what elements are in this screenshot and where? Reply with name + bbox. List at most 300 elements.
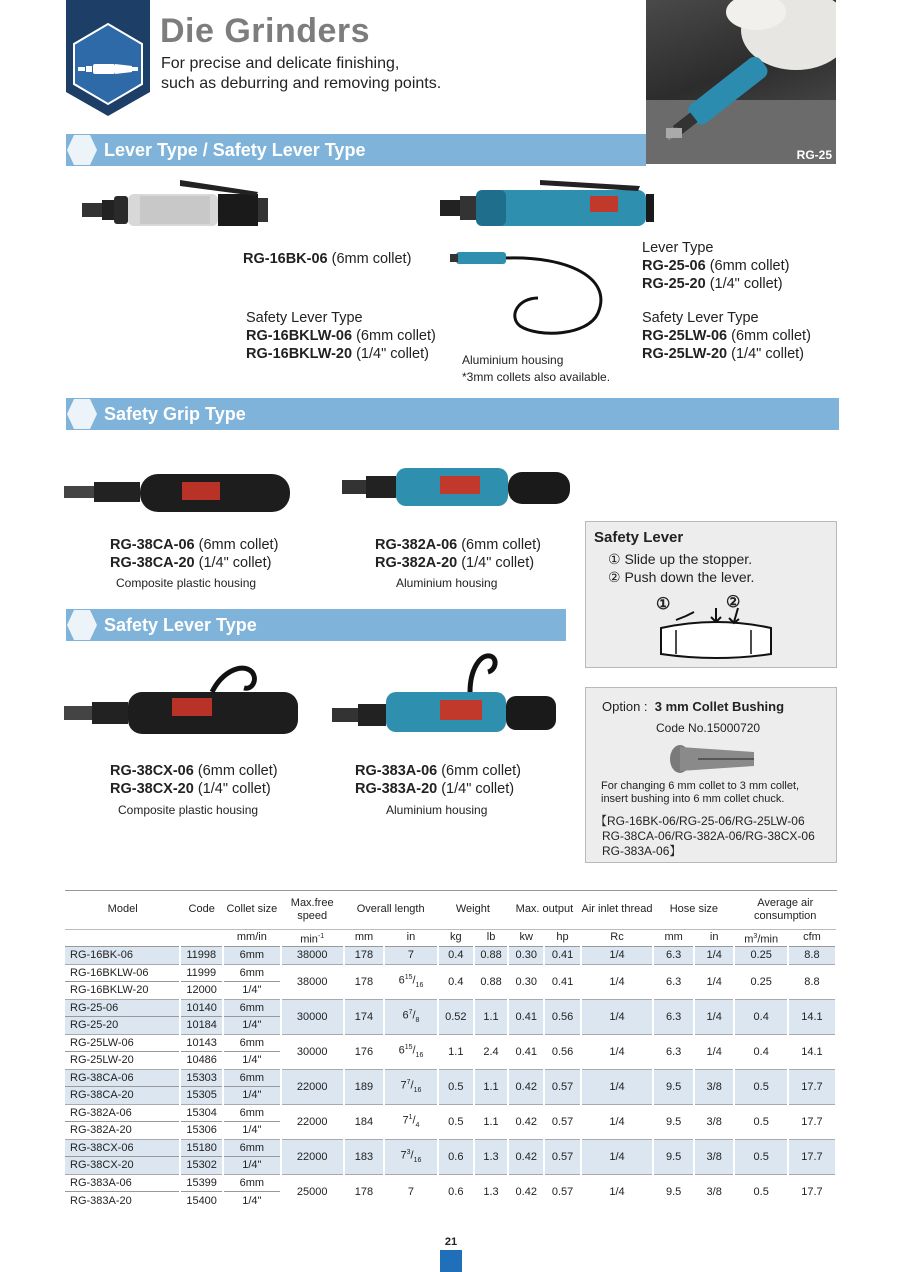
unit-collet: mm/in	[236, 931, 267, 944]
model-name: RG-25-06	[642, 258, 706, 274]
weight-lb-cell: 1.3	[474, 1174, 508, 1209]
length-in-numerator: 7	[408, 1009, 413, 1017]
speed-cell: 22000	[281, 1139, 344, 1174]
collet-cell: 6mm	[223, 1034, 281, 1052]
length-in-cell	[384, 999, 437, 1034]
collet-spec: (1/4" collet)	[705, 276, 783, 292]
output-kw-cell: 0.42	[508, 1139, 544, 1174]
model-cell: RG-38CA-06	[65, 1069, 180, 1087]
unit-blank	[180, 929, 223, 947]
table-row	[65, 1139, 836, 1157]
weight-kg-cell: 0.4	[438, 964, 474, 999]
code-cell: 10486	[180, 1052, 223, 1070]
col-code: Code	[188, 903, 215, 916]
unit-kg: kg	[449, 931, 462, 944]
rg-16bk-label	[243, 250, 411, 268]
hose-mm-cell: 9.5	[653, 1069, 694, 1104]
model-name: RG-16BKLW-20	[246, 346, 353, 362]
code-cell: 15306	[180, 1122, 223, 1140]
speed-cell: 38000	[281, 947, 344, 965]
air-inlet-cell: 1/4	[581, 964, 654, 999]
rg-382a-housing: Aluminium housing	[396, 576, 498, 590]
option-name: 3 mm Collet Bushing	[654, 699, 785, 714]
unit-m3-exp: 3	[753, 932, 758, 940]
code-cell: 15302	[180, 1157, 223, 1175]
model-name: RG-38CX-20	[110, 781, 194, 797]
type-heading: Safety Lever Type	[246, 310, 363, 326]
weight-kg-cell: 0.6	[438, 1139, 474, 1174]
col-hose: Hose size	[669, 903, 719, 916]
col-output: Max. output	[515, 903, 574, 916]
length-mm-cell: 176	[344, 1034, 385, 1069]
fraction-slash: /	[412, 1009, 416, 1022]
length-in-numerator: 7	[406, 1079, 411, 1087]
model-cell: RG-16BK-06	[65, 947, 180, 965]
rg-382a-image	[340, 462, 576, 517]
section-title: Safety Lever Type	[104, 615, 257, 635]
consumption-m3-cell: 0.5	[734, 1104, 787, 1139]
collet-spec: (6mm collet)	[727, 328, 811, 344]
type-heading: Lever Type	[642, 240, 714, 256]
collet-cell: 1/4"	[223, 1052, 281, 1070]
col-consumption: Average air consumption	[754, 896, 817, 922]
code-cell: 12000	[180, 982, 223, 1000]
desc-line-2: insert bushing into 6 mm collet chuck.	[601, 792, 785, 805]
consumption-cfm-cell: 17.7	[788, 1069, 836, 1104]
length-in-whole: 6	[402, 1009, 409, 1022]
consumption-m3-cell: 0.25	[734, 947, 787, 965]
length-in-denominator: 8	[415, 1017, 420, 1025]
fraction-slash: /	[410, 1149, 414, 1162]
length-mm-cell: 178	[344, 947, 385, 965]
collet-spec: (1/4" collet)	[437, 781, 515, 797]
model-cell: RG-25-20	[65, 1017, 180, 1035]
model-cell: RG-25LW-06	[65, 1034, 180, 1052]
length-in-cell	[384, 947, 437, 965]
consumption-cfm-cell: 17.7	[788, 1174, 836, 1209]
weight-lb-cell: 1.1	[474, 1069, 508, 1104]
unit-hose-in: in	[709, 931, 719, 944]
output-kw-cell: 0.42	[508, 1069, 544, 1104]
model-name: RG-383A-20	[355, 781, 438, 797]
collet-spec: (6mm collet)	[194, 537, 279, 553]
weight-lb-cell: 2.4	[474, 1034, 508, 1069]
output-kw-cell: 0.30	[508, 964, 544, 999]
consumption-m3-cell: 0.25	[734, 964, 787, 999]
model-cell: RG-382A-06	[65, 1104, 180, 1122]
fraction-slash: /	[412, 1044, 416, 1057]
length-in-denominator: 16	[415, 1052, 424, 1060]
length-in-whole: 6	[398, 1044, 405, 1057]
unit-cfm: cfm	[803, 931, 821, 944]
fraction-slash: /	[412, 974, 416, 987]
length-in-denominator: 16	[413, 1157, 422, 1165]
rg-38cx-housing: Composite plastic housing	[118, 803, 259, 817]
speed-cell: 25000	[281, 1174, 344, 1209]
length-in-denominator: 16	[415, 982, 424, 990]
rg-16bk-image	[80, 178, 290, 241]
weight-lb-cell: 1.3	[474, 1139, 508, 1174]
fraction-slash: /	[412, 1114, 416, 1127]
length-in-cell	[384, 1104, 437, 1139]
unit-speed-base: min	[300, 933, 318, 946]
desc-line-1: For changing 6 mm collet to 3 mm collet,	[601, 780, 800, 792]
option-code: Code No.15000720	[656, 721, 761, 735]
hose-in-cell: 3/8	[694, 1104, 735, 1139]
rg-38ca-labels	[110, 536, 278, 572]
unit-m3-base: m	[744, 933, 754, 946]
length-in-whole: 7	[407, 949, 415, 962]
code-cell: 11998	[180, 947, 223, 965]
length-in-denominator: 4	[415, 1122, 420, 1130]
models-line-1: 【RG-16BK-06/RG-25-06/RG-25LW-06	[595, 814, 805, 828]
weight-lb-cell: 0.88	[474, 947, 508, 965]
weight-kg-cell: 0.52	[438, 999, 474, 1034]
collet-cell: 1/4"	[223, 1017, 281, 1035]
collet-spec: (6mm collet)	[327, 251, 412, 267]
models-line-3: RG-383A-06】	[602, 844, 682, 858]
collet-bushing-image	[668, 742, 758, 776]
output-kw-cell: 0.41	[508, 999, 544, 1034]
air-inlet-cell: 1/4	[581, 1104, 654, 1139]
length-mm-cell: 184	[344, 1104, 385, 1139]
weight-kg-cell: 0.4	[438, 947, 474, 965]
safety-lever-info-box	[585, 521, 837, 668]
step-2: ② Push down the lever.	[608, 569, 755, 585]
length-mm-cell: 178	[344, 964, 385, 999]
step-1: ① Slide up the stopper.	[608, 551, 753, 567]
air-inlet-cell: 1/4	[581, 1069, 654, 1104]
col-weight: Weight	[455, 903, 490, 916]
output-kw-cell: 0.42	[508, 1174, 544, 1209]
collet-note: *3mm collets also available.	[462, 370, 611, 384]
subtitle-line-1: For precise and delicate finishing,	[161, 55, 400, 72]
rg-38ca-image	[62, 462, 302, 527]
rg-25-labels	[642, 239, 789, 293]
unit-mm: mm	[354, 931, 374, 944]
hose-in-cell: 3/8	[694, 1069, 735, 1104]
length-in-whole: 7	[400, 1079, 407, 1092]
model-name: RG-383A-06	[355, 763, 438, 779]
air-inlet-cell: 1/4	[581, 947, 654, 965]
hexagon-icon	[66, 398, 98, 430]
model-name: RG-382A-06	[375, 537, 458, 553]
output-hp-cell: 0.57	[544, 1174, 580, 1209]
model-cell: RG-16BKLW-06	[65, 964, 180, 982]
option-heading	[602, 699, 784, 714]
weight-kg-cell: 1.1	[438, 1034, 474, 1069]
hose-mm-cell: 9.5	[653, 1104, 694, 1139]
hose-mm-cell: 6.3	[653, 964, 694, 999]
output-hp-cell: 0.41	[544, 964, 580, 999]
length-in-cell	[384, 1139, 437, 1174]
collet-spec: (6mm collet)	[457, 537, 541, 553]
output-kw-cell: 0.42	[508, 1104, 544, 1139]
table-row	[65, 947, 836, 965]
speed-cell: 38000	[281, 964, 344, 999]
hexagon-icon	[66, 609, 98, 641]
length-in-whole: 7	[407, 1185, 415, 1198]
hose-in-cell: 1/4	[694, 964, 735, 999]
hose-mm-cell: 6.3	[653, 947, 694, 965]
output-hp-cell: 0.57	[544, 1104, 580, 1139]
hexagon-icon	[66, 134, 98, 166]
consumption-m3-cell: 0.5	[734, 1139, 787, 1174]
collet-cell: 1/4"	[223, 1192, 281, 1210]
rg-25-notes	[462, 352, 610, 386]
product-in-use-photo	[646, 0, 836, 164]
length-in-numerator: 15	[404, 1044, 413, 1052]
col-collet: Collet size	[226, 903, 278, 916]
length-in-whole: 6	[398, 974, 405, 987]
table-row	[65, 1069, 836, 1087]
length-mm-cell: 174	[344, 999, 385, 1034]
length-in-numerator: 15	[404, 974, 413, 982]
weight-kg-cell: 0.5	[438, 1069, 474, 1104]
length-mm-cell: 183	[344, 1139, 385, 1174]
length-in-whole: 7	[402, 1114, 409, 1127]
rg-25-image	[440, 176, 656, 241]
consumption-cfm-cell: 14.1	[788, 1034, 836, 1069]
unit-m3	[734, 929, 787, 947]
code-cell: 10140	[180, 999, 223, 1017]
collet-cell: 1/4"	[223, 982, 281, 1000]
consumption-cfm-cell: 17.7	[788, 1139, 836, 1174]
output-hp-cell: 0.56	[544, 1034, 580, 1069]
rg-382a-labels	[375, 536, 541, 572]
code-cell: 15180	[180, 1139, 223, 1157]
collet-cell: 1/4"	[223, 1157, 281, 1175]
consumption-m3-cell: 0.5	[734, 1069, 787, 1104]
housing-note: Aluminium housing	[462, 353, 564, 367]
consumption-cfm-cell: 17.7	[788, 1104, 836, 1139]
consumption-cfm-cell: 14.1	[788, 999, 836, 1034]
output-kw-cell: 0.30	[508, 947, 544, 965]
code-cell: 15399	[180, 1174, 223, 1192]
hose-mm-cell: 9.5	[653, 1139, 694, 1174]
hose-in-cell: 1/4	[694, 947, 735, 965]
models-line-2: RG-38CA-06/RG-382A-06/RG-38CX-06	[602, 829, 815, 843]
consumption-m3-cell: 0.4	[734, 1034, 787, 1069]
output-kw-cell: 0.41	[508, 1034, 544, 1069]
length-in-denominator: 16	[413, 1087, 422, 1095]
model-cell: RG-38CX-20	[65, 1157, 180, 1175]
consumption-cfm-cell: 8.8	[788, 964, 836, 999]
length-in-cell	[384, 964, 437, 999]
step-marker-2: ②	[726, 594, 741, 611]
collet-spec: (1/4" collet)	[457, 555, 535, 571]
speed-cell: 30000	[281, 1034, 344, 1069]
output-hp-cell: 0.41	[544, 947, 580, 965]
model-cell: RG-25-06	[65, 999, 180, 1017]
collet-cell: 6mm	[223, 964, 281, 982]
output-hp-cell: 0.57	[544, 1069, 580, 1104]
collet-cell: 6mm	[223, 1139, 281, 1157]
rg-38cx-image	[62, 652, 302, 747]
col-air: Air inlet thread	[581, 903, 653, 916]
model-name: RG-382A-20	[375, 555, 458, 571]
section-title: Lever Type / Safety Lever Type	[104, 140, 366, 160]
code-cell: 15303	[180, 1069, 223, 1087]
unit-speed-exp: -1	[317, 932, 325, 940]
hose-mm-cell: 6.3	[653, 999, 694, 1034]
model-name: RG-16BK-06	[243, 251, 328, 267]
unit-hose-mm: mm	[664, 931, 683, 944]
hose-mm-cell: 9.5	[653, 1174, 694, 1209]
length-in-cell	[384, 1034, 437, 1069]
output-hp-cell: 0.57	[544, 1139, 580, 1174]
spec-table-wrap	[65, 890, 837, 1209]
box-title: Safety Lever	[594, 529, 684, 546]
model-cell: RG-382A-20	[65, 1122, 180, 1140]
length-in-cell	[384, 1069, 437, 1104]
table-row	[65, 999, 836, 1017]
length-in-cell	[384, 1174, 437, 1209]
option-description	[601, 780, 799, 805]
length-in-numerator: 3	[406, 1149, 411, 1157]
hose-in-cell: 1/4	[694, 1034, 735, 1069]
consumption-m3-cell: 0.5	[734, 1174, 787, 1209]
length-mm-cell: 189	[344, 1069, 385, 1104]
model-name: RG-25-20	[642, 276, 706, 292]
model-name: RG-38CA-20	[110, 555, 195, 571]
page-subtitle	[161, 54, 441, 94]
weight-lb-cell: 1.1	[474, 1104, 508, 1139]
option-label: Option :	[602, 699, 648, 714]
code-cell: 10143	[180, 1034, 223, 1052]
box-steps	[608, 550, 754, 586]
section-bar-safety-lever	[66, 609, 566, 641]
weight-lb-cell: 0.88	[474, 964, 508, 999]
code-cell: 15400	[180, 1192, 223, 1210]
collet-cell: 1/4"	[223, 1087, 281, 1105]
page-number-marker	[440, 1250, 462, 1272]
model-name: RG-25LW-20	[642, 346, 728, 362]
collet-spec: (6mm collet)	[705, 258, 790, 274]
hose-in-cell: 1/4	[694, 999, 735, 1034]
hose-in-cell: 3/8	[694, 1174, 735, 1209]
rg-25lw-labels	[642, 309, 811, 363]
collet-spec: (6mm collet)	[352, 328, 436, 344]
code-cell: 15304	[180, 1104, 223, 1122]
section-bar-grip	[66, 398, 839, 430]
collet-spec: (1/4" collet)	[194, 555, 272, 571]
collet-spec: (1/4" collet)	[727, 346, 804, 362]
weight-lb-cell: 1.1	[474, 999, 508, 1034]
table-row	[65, 1174, 836, 1192]
collet-cell: 6mm	[223, 1069, 281, 1087]
safety-lever-diagram	[656, 606, 776, 664]
photo-label: RG-25	[796, 148, 832, 162]
weight-kg-cell: 0.5	[438, 1104, 474, 1139]
model-cell: RG-38CA-20	[65, 1087, 180, 1105]
length-in-numerator: 1	[408, 1114, 413, 1122]
collet-spec: (1/4" collet)	[352, 346, 429, 362]
unit-lb: lb	[486, 931, 496, 944]
section-bar-lever	[66, 134, 646, 166]
model-cell: RG-383A-06	[65, 1174, 180, 1192]
air-inlet-cell: 1/4	[581, 999, 654, 1034]
unit-blank	[65, 929, 180, 947]
collet-cell: 6mm	[223, 1174, 281, 1192]
type-heading: Safety Lever Type	[642, 310, 759, 326]
model-name: RG-16BKLW-06	[246, 328, 353, 344]
speed-cell: 22000	[281, 1104, 344, 1139]
unit-in: in	[406, 931, 416, 944]
step-marker-1: ①	[656, 596, 671, 613]
model-cell: RG-16BKLW-20	[65, 982, 180, 1000]
model-name: RG-25LW-06	[642, 328, 728, 344]
compatible-models	[595, 814, 815, 859]
air-inlet-cell: 1/4	[581, 1174, 654, 1209]
consumption-m3-cell: 0.4	[734, 999, 787, 1034]
spec-table	[65, 891, 837, 1209]
fraction-slash: /	[410, 1079, 414, 1092]
col-model: Model	[107, 903, 138, 916]
section-title: Safety Grip Type	[104, 404, 246, 424]
collet-cell: 6mm	[223, 999, 281, 1017]
table-row	[65, 1034, 836, 1052]
length-in-whole: 7	[400, 1149, 407, 1162]
table-row	[65, 1104, 836, 1122]
collet-spec: (1/4" collet)	[193, 781, 271, 797]
consumption-cfm-cell: 8.8	[788, 947, 836, 965]
rg-38ca-housing: Composite plastic housing	[116, 576, 257, 590]
length-mm-cell: 178	[344, 1174, 385, 1209]
code-cell: 15305	[180, 1087, 223, 1105]
unit-kw: kw	[519, 931, 533, 944]
collet-cell: 1/4"	[223, 1122, 281, 1140]
output-hp-cell: 0.56	[544, 999, 580, 1034]
rg-25-hose-image	[448, 238, 618, 343]
code-cell: 10184	[180, 1017, 223, 1035]
speed-cell: 22000	[281, 1069, 344, 1104]
collet-spec: (6mm collet)	[437, 763, 521, 779]
hose-in-cell: 3/8	[694, 1139, 735, 1174]
collet-cell: 6mm	[223, 947, 281, 965]
collet-cell: 6mm	[223, 1104, 281, 1122]
unit-rc: Rc	[610, 931, 624, 944]
rg-16bklw-labels	[246, 309, 436, 363]
rg-383a-labels	[355, 762, 521, 798]
col-speed: Max.free speed	[290, 896, 334, 922]
option-info-box	[585, 687, 837, 863]
col-length: Overall length	[356, 903, 425, 916]
rg-383a-image	[330, 650, 570, 747]
model-name: RG-38CX-06	[110, 763, 194, 779]
category-hexagon-badge	[66, 0, 150, 116]
speed-cell: 30000	[281, 999, 344, 1034]
page-number: 21	[444, 1236, 458, 1248]
rg-38cx-labels	[110, 762, 278, 798]
page-title: Die Grinders	[160, 12, 371, 50]
code-cell: 11999	[180, 964, 223, 982]
unit-hp: hp	[556, 931, 569, 944]
hose-mm-cell: 6.3	[653, 1034, 694, 1069]
air-inlet-cell: 1/4	[581, 1139, 654, 1174]
model-cell: RG-383A-20	[65, 1192, 180, 1210]
model-cell: RG-38CX-06	[65, 1139, 180, 1157]
model-name: RG-38CA-06	[110, 537, 195, 553]
unit-speed	[281, 929, 344, 947]
table-row	[65, 964, 836, 982]
weight-kg-cell: 0.6	[438, 1174, 474, 1209]
air-inlet-cell: 1/4	[581, 1034, 654, 1069]
subtitle-line-2: such as deburring and removing points.	[161, 75, 442, 92]
collet-spec: (6mm collet)	[193, 763, 278, 779]
unit-m3-rest: /min	[757, 933, 779, 946]
model-cell: RG-25LW-20	[65, 1052, 180, 1070]
